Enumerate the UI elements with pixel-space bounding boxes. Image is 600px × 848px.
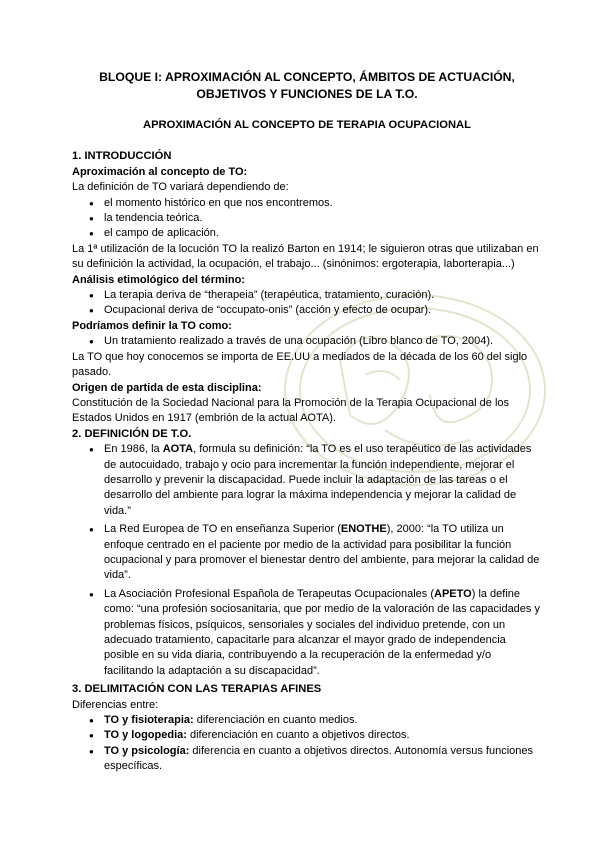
bold-term: AOTA xyxy=(162,443,194,456)
subheading-concept: Aproximación al concepto de TO: xyxy=(72,165,248,178)
bold-term: TO y psicología: xyxy=(104,744,190,757)
bullet-list xyxy=(72,196,542,242)
paragraph: Diferencias entre: xyxy=(72,698,159,711)
bullet-list xyxy=(72,713,542,775)
bullet-list xyxy=(72,288,542,319)
list-item: ● el momento histórico en que nos encontremos. xyxy=(72,196,542,211)
list-item: ● Ocupacional deriva de “occupato-onis” (acción y efecto de ocupar). xyxy=(72,303,542,318)
list-item: ● el campo de aplicación. xyxy=(72,226,542,241)
list-item xyxy=(72,728,542,743)
subheading-origin: Origen de partida de esta disciplina: xyxy=(72,381,262,394)
bold-term: TO y fisioterapia: xyxy=(104,714,194,727)
text: La Red Europea de TO en enseñanza Superior ( xyxy=(104,523,341,536)
text: diferenciación en cuanto medios. xyxy=(193,714,358,727)
bold-term: ENOTHE xyxy=(340,523,387,536)
document-subtitle: APROXIMACIÓN AL CONCEPTO DE TERAPIA OCUPACIONAL xyxy=(143,119,471,131)
text: La Asociación Profesional Española de Terapeutas Ocupacionales ( xyxy=(104,587,435,600)
list-item: ● la tendencia teórica. xyxy=(72,211,542,226)
text: En 1986, la xyxy=(104,443,163,456)
text: diferencia en cuanto a objetivos directos. Autonomía versus funciones específicas. xyxy=(104,744,534,773)
paragraph: La TO que hoy conocemos se importa de EE.UU a mediados de la década de los 60 del siglo pasado. xyxy=(72,350,528,379)
list-item xyxy=(72,522,542,584)
section-2-heading: 2. DEFINICIÓN DE T.O. xyxy=(72,427,192,440)
bold-term: TO y logopedia: xyxy=(104,729,187,742)
text: , formula su definición: “la TO es el uso terapéutico de las actividades de autocuidado, trabajo y ocio para incrementar la función independiente, mejorar el desarrollo y prevenir la discapacidad. Puede incluir la adaptación de las tareas o el desarrollo del ambiente para lograr la máxima independencia y mejorar la calidad de vida.” xyxy=(104,443,532,517)
list-item xyxy=(72,587,542,679)
definition-list xyxy=(72,442,542,679)
paragraph: Constitución de la Sociedad Nacional para la Promoción de la Terapia Ocupacional de los Estados Unidos en 1917 (embrión de la actual AOTA). xyxy=(72,396,510,425)
subheading-etymology: Análisis etimológico del término: xyxy=(72,273,245,286)
list-item xyxy=(72,744,542,775)
text: diferenciación en cuanto a objetivos directos. xyxy=(186,729,410,742)
bullet-list xyxy=(72,334,542,349)
list-item xyxy=(72,442,542,519)
paragraph: La definición de TO variará dependiendo de: xyxy=(72,181,289,194)
bold-term: APETO xyxy=(434,587,472,600)
list-item: ● La terapia deriva de “therapeia” (terapéutica, tratamiento, curación). xyxy=(72,288,542,303)
list-item: ● Un tratamiento realizado a través de una ocupación (Libro blanco de TO, 2004). xyxy=(72,334,542,349)
document-title: BLOQUE I: APROXIMACIÓN AL CONCEPTO, ÁMBITOS DE ACTUACIÓN, OBJETIVOS Y FUNCIONES DE LA T.O. xyxy=(99,70,515,101)
text: ) la define como: “una profesión sociosanitaria, que por medio de la valoración de las capacidades y problemas físicos, psíquicos, sensoriales y sociales del individuo pretende, con un adecuado tratamiento, capacitarle para alcanzar el mayor grado de independencia posible en su vida diaria, contribuyendo a la recuperación de la enfermedad y/o facilitando la adaptación a su discapacidad”. xyxy=(104,587,540,677)
subheading-definition: Podríamos definir la TO como: xyxy=(72,319,232,332)
text: ), 2000: “la TO utiliza un enfoque centrado en el paciente por medio de la actividad para posibilitar la función ocupacional y para promover el bienestar dentro del ambiente, para mejorar la calidad de vida”. xyxy=(104,523,540,582)
list-item xyxy=(72,713,542,728)
section-3-heading: 3. DELIMITACIÓN CON LAS TERAPIAS AFINES xyxy=(72,683,322,696)
paragraph: La 1ª utilización de la locución TO la realizó Barton en 1914; le siguieron otras que utilizaban en su definición la actividad, la ocupación, el trabajo... (sinónimos: ergoterapia, laborterapia...) xyxy=(72,242,539,271)
document-body xyxy=(72,69,542,775)
section-1-heading: 1. INTRODUCCIÓN xyxy=(72,150,172,163)
